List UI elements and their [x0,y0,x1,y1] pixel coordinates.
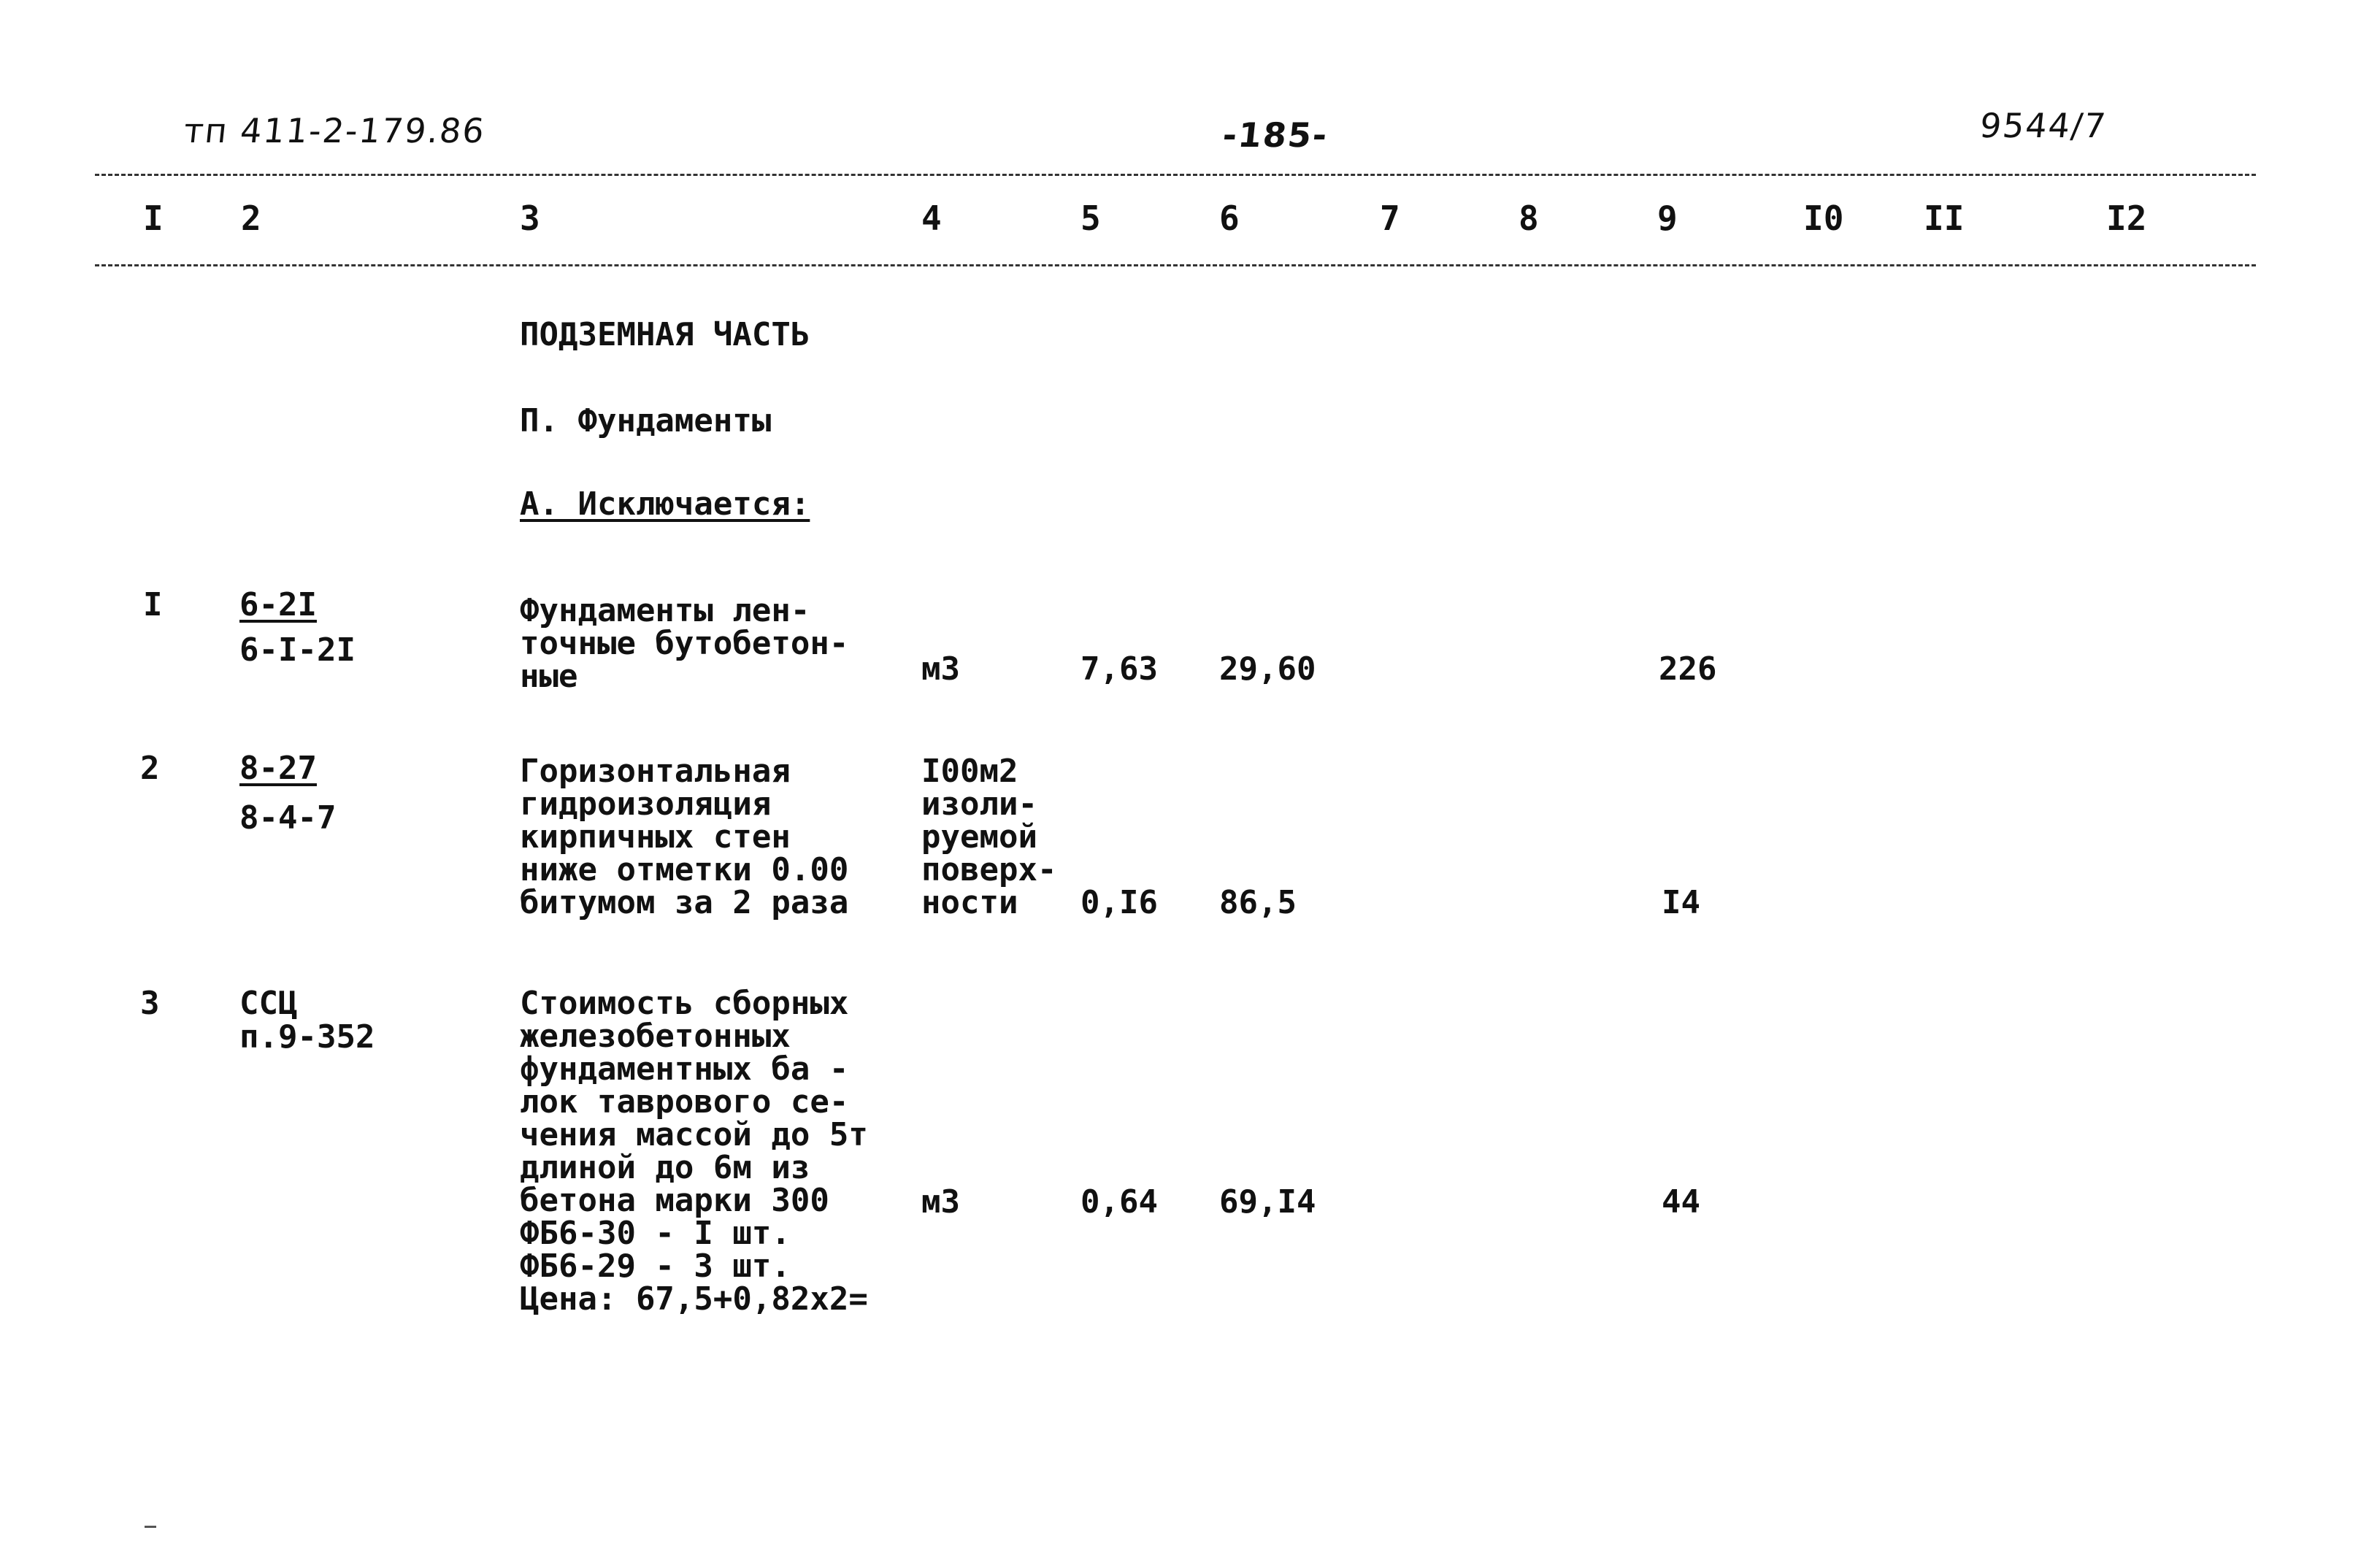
work-description: Стоимость сборных железобетонных фундаментных ба - лок таврового се- чения массой до 5т длиной до 6м из бетона марки 300 ФБ6-30 - I шт. ФБ6-29 - 3 шт. Цена: 67,5+0,82х2= [520,985,868,1318]
col-num: 8 [1519,199,1539,238]
col-num: I0 [1803,199,1844,238]
scan-mark [145,1526,156,1528]
work-description: Горизонтальная гидроизоляция кирпичных стен ниже отметки 0.00 битумом за 2 раза [520,753,849,921]
unit-price: 86,5 [1219,884,1297,921]
col-num: 5 [1080,199,1101,238]
page-number: -185- [1221,115,1331,155]
unit-price: 29,60 [1219,650,1316,688]
unit: I00м2 изоли- руемой поверх- ности [921,753,1057,921]
section-title: ПОДЗЕМНАЯ ЧАСТЬ [520,316,810,353]
norm-code-bottom: п.9-352 [239,1018,375,1056]
section-subtitle: П. Фундаменты [520,402,772,439]
unit: м3 [921,1183,960,1221]
unit-price: 69,I4 [1219,1183,1316,1221]
norm-code-top: 8-27 [239,750,317,787]
group-heading: А. Исключается: [520,485,810,523]
inventory-number: 9544/7 [1978,106,2109,145]
header-top-rule [95,174,2256,176]
total-cost: I4 [1662,884,1700,921]
header-bottom-rule [95,264,2256,266]
row-number: 3 [140,985,160,1022]
col-num: I2 [2106,199,2147,238]
total-cost: 44 [1662,1183,1700,1221]
quantity: 0,64 [1080,1183,1158,1221]
norm-code-top: 6-2I [239,586,317,623]
col-num: I [143,199,164,238]
norm-code-top: ССЦ [239,985,298,1022]
col-num: 2 [241,199,261,238]
norm-code-bottom: 8-4-7 [239,799,337,837]
norm-code-bottom: 6-I-2I [239,631,356,669]
col-num: 6 [1219,199,1240,238]
work-description: Фундаменты лен- точные бутобетон- ные [520,592,849,695]
col-num: 3 [520,199,540,238]
total-cost: 226 [1659,650,1717,688]
col-num: 7 [1380,199,1400,238]
col-num: 9 [1657,199,1678,238]
document-code: тп 411-2-179.86 [182,111,488,150]
col-num: 4 [921,199,942,238]
row-number: I [143,586,163,623]
quantity: 0,I6 [1080,884,1158,921]
quantity: 7,63 [1080,650,1158,688]
row-number: 2 [140,750,160,787]
col-num: II [1924,199,1965,238]
unit: м3 [921,650,960,688]
